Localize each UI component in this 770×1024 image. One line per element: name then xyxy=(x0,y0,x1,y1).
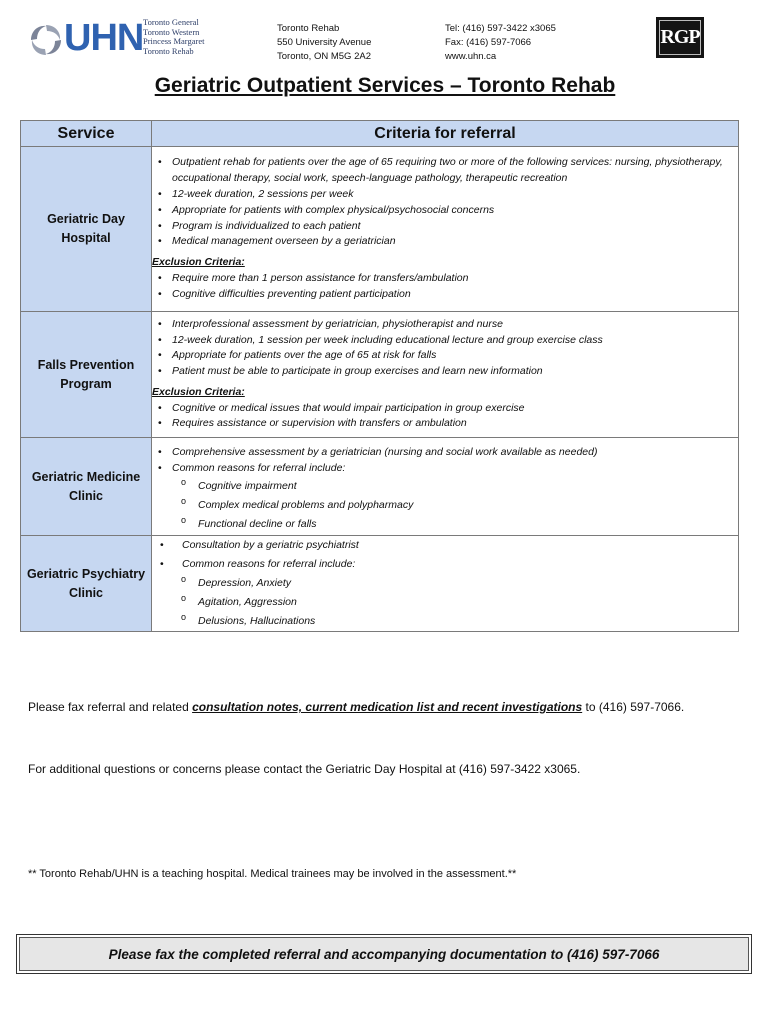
list-item: • Cognitive difficulties preventing patient participation xyxy=(172,287,738,303)
list-item: • 12-week duration, 2 sessions per week xyxy=(172,187,738,203)
criteria-list xyxy=(152,536,738,574)
column-header-criteria: Criteria for referral xyxy=(152,121,739,147)
list-item: o Cognitive impairment xyxy=(198,477,738,496)
list-item: • Cognitive or medical issues that would impair participation in group exercise xyxy=(172,401,738,417)
criteria-list xyxy=(152,317,738,380)
table-row xyxy=(21,536,739,632)
service-name: Geriatric Psychiatry Clinic xyxy=(21,536,152,632)
service-name: Geriatric Day Hospital xyxy=(21,147,152,312)
reasons-sublist xyxy=(152,477,738,534)
fax-note-emphasis: consultation notes, current medication list and recent investigations xyxy=(192,700,583,714)
list-item: • Appropriate for patients over the age of 65 at risk for falls xyxy=(172,348,738,364)
fax-number: Fax: (416) 597-7066 xyxy=(445,37,532,48)
criteria-cell xyxy=(152,438,739,536)
uhn-logo-text: UHN xyxy=(64,17,144,59)
list-item: o Complex medical problems and polypharmacy xyxy=(198,496,738,515)
hospital-name: Toronto Western xyxy=(143,26,200,37)
criteria-cell xyxy=(152,312,739,438)
table-header-row xyxy=(21,121,739,147)
list-item: • Comprehensive assessment by a geriatrician (nursing and social work available as needed) xyxy=(172,445,738,461)
list-item: • 12-week duration, 1 session per week including educational lecture and group exercise class xyxy=(172,333,738,349)
fax-banner-text: Please fax the completed referral and accompanying documentation to (416) 597-7066 xyxy=(19,937,749,971)
table-row xyxy=(21,147,739,312)
address-line: 550 University Avenue xyxy=(277,37,372,48)
rgp-logo-text: RGP xyxy=(659,20,701,55)
contact-block xyxy=(445,22,556,64)
phone-number: Tel: (416) 597-3422 x3065 xyxy=(445,23,556,34)
service-name: Falls Prevention Program xyxy=(21,312,152,438)
service-name: Geriatric Medicine Clinic xyxy=(21,438,152,536)
uhn-logo xyxy=(28,16,218,62)
criteria-cell xyxy=(152,536,739,632)
list-item: • Require more than 1 person assistance for transfers/ambulation xyxy=(172,271,738,287)
list-item: • Program is individualized to each patient xyxy=(172,219,738,235)
hospital-list xyxy=(143,18,204,56)
fax-referral-note xyxy=(28,700,684,714)
website-link[interactable]: www.uhn.ca xyxy=(445,51,497,62)
page-title: Geriatric Outpatient Services – Toronto Rehab xyxy=(154,74,616,97)
column-header-service: Service xyxy=(21,121,152,147)
address-line: Toronto, ON M5G 2A2 xyxy=(277,51,371,62)
fax-note-text: to (416) 597-7066. xyxy=(582,700,685,714)
hospital-name: Toronto General xyxy=(143,17,199,27)
table-row xyxy=(21,312,739,438)
criteria-cell xyxy=(152,147,739,312)
criteria-list xyxy=(152,155,738,250)
questions-note: For additional questions or concerns please contact the Geriatric Day Hospital at (416) 597-3422 x3065. xyxy=(28,762,581,776)
list-item: o Agitation, Aggression xyxy=(198,593,738,612)
list-item: • Requires assistance or supervision with transfers or ambulation xyxy=(172,416,738,432)
hospital-name: Toronto Rehab xyxy=(143,45,194,56)
list-item: • Appropriate for patients with complex physical/psychosocial concerns xyxy=(172,203,738,219)
list-item: • Outpatient rehab for patients over the age of 65 requiring two or more of the following services: nursing, physiotherapy, occupational therapy, social work, speech-language pathology, therapeutic recreation xyxy=(172,155,738,187)
services-table xyxy=(20,120,739,632)
list-item: • Interprofessional assessment by geriatrician, physiotherapist and nurse xyxy=(172,317,738,333)
reasons-sublist xyxy=(152,574,738,631)
list-item: • Common reasons for referral include: xyxy=(172,461,738,477)
fax-banner xyxy=(16,934,752,974)
list-item: o Depression, Anxiety xyxy=(198,574,738,593)
criteria-list xyxy=(152,445,738,477)
list-item: • Medical management overseen by a geriatrician xyxy=(172,234,738,250)
exclusion-list xyxy=(152,401,738,433)
address-block xyxy=(277,22,371,64)
exclusion-criteria-label: Exclusion Criteria: xyxy=(152,256,245,269)
exclusion-criteria-label: Exclusion Criteria: xyxy=(152,385,245,398)
rgp-logo xyxy=(656,17,704,58)
teaching-hospital-note: ** Toronto Rehab/UHN is a teaching hospital. Medical trainees may be involved in the assessment.** xyxy=(28,868,517,880)
exclusion-list xyxy=(152,271,738,303)
fax-note-text: Please fax referral and related xyxy=(28,700,193,714)
hospital-name: Princess Margaret xyxy=(143,36,205,46)
list-item: • Common reasons for referral include: xyxy=(182,555,738,574)
list-item: • Consultation by a geriatric psychiatrist xyxy=(182,536,738,555)
list-item: o Functional decline or falls xyxy=(198,515,738,534)
list-item: • Patient must be able to participate in group exercises and learn new information xyxy=(172,364,738,380)
table-row xyxy=(21,438,739,536)
list-item: o Delusions, Hallucinations xyxy=(198,612,738,631)
address-line: Toronto Rehab xyxy=(277,23,340,34)
uhn-swirl-icon xyxy=(28,22,64,58)
